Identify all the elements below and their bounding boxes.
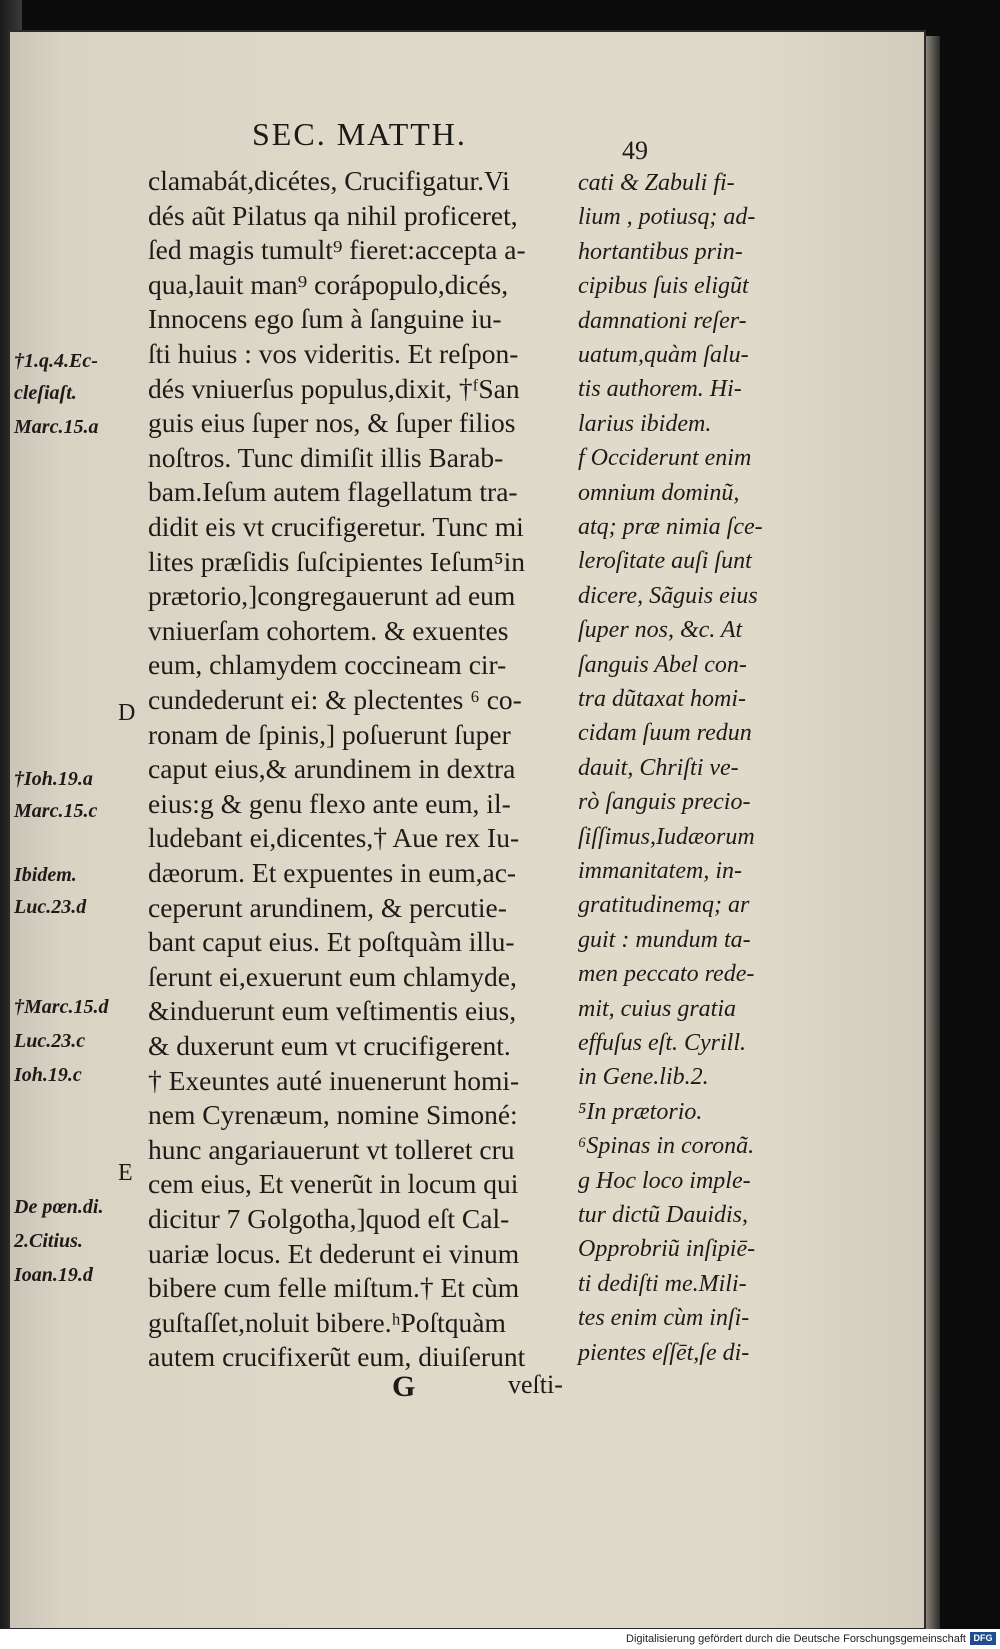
page-number: 49 xyxy=(622,136,648,165)
gloss-line: ſiſſimus,Iudæorum xyxy=(578,823,755,850)
gloss-line: f Occiderunt enim xyxy=(578,445,752,472)
gloss-line: rò ſanguis precio- xyxy=(578,789,751,816)
main-text-line: cundederunt ei: & plectentes ⁶ co- xyxy=(148,684,522,715)
margin-reference: Luc.23.c xyxy=(14,1030,86,1052)
gloss-line: damnationi reſer- xyxy=(578,307,747,334)
gloss-line: mit, cuius gratia xyxy=(578,995,737,1022)
margin-reference: Ioan.19.d xyxy=(14,1264,93,1286)
running-title: SEC. MATTH. xyxy=(252,116,467,152)
gloss-line: ⁵In prætorio. xyxy=(578,1098,703,1125)
page-edge xyxy=(926,36,940,1632)
gloss-line: ſuper nos, &c. At xyxy=(578,617,743,644)
gloss-line: tur dictũ Dauidis, xyxy=(578,1202,749,1228)
gloss-line: tis authorem. Hi- xyxy=(578,376,742,403)
main-text-line: † Exeuntes auté inuenerunt homi- xyxy=(148,1064,520,1096)
main-text-line: ronam de ſpinis,] poſuerunt ſuper xyxy=(148,718,511,750)
main-text-line: ſerunt ei,exuerunt eum chlamyde, xyxy=(148,960,517,992)
gloss-line: ⁶Spinas in coronã. xyxy=(578,1133,755,1160)
margin-reference: Luc.23.d xyxy=(14,896,87,918)
main-text-line: ſed magis tumult⁹ fieret:accepta a- xyxy=(148,234,526,266)
margin-reference: 2.Citius. xyxy=(14,1230,83,1252)
gloss-line: larius ibidem. xyxy=(578,410,712,437)
margin-reference: Ibidem. xyxy=(14,864,77,886)
main-text-line: eius:g & genu flexo ante eum, il- xyxy=(148,787,511,819)
main-text-line: bibere cum felle miſtum.† Et cùm xyxy=(148,1272,520,1304)
main-text-line: caput eius,& arundinem in dextra xyxy=(148,753,516,785)
section-letter-d: D xyxy=(118,700,136,726)
main-text-line: didit eis vt crucifigeretur. Tunc mi xyxy=(148,511,524,542)
footer-bar xyxy=(0,1629,1000,1649)
gloss-line: cidam ſuum redun xyxy=(578,720,752,747)
gloss-line: effuſus eſt. Cyrill. xyxy=(578,1030,746,1056)
gloss-line: tes enim cùm inſi- xyxy=(578,1305,750,1332)
main-text-line: noſtros. Tunc dimiſit illis Barab- xyxy=(148,441,504,473)
margin-reference: Marc.15.c xyxy=(14,800,98,822)
gloss-line: Opprobriũ inſipiē- xyxy=(578,1236,756,1263)
gloss-line: dauit, Chriſti ve- xyxy=(578,754,739,781)
main-text-line: hunc angariauerunt vt tolleret cru xyxy=(148,1133,515,1165)
main-text-line: qua,lauit man⁹ corápopulo,dicés, xyxy=(148,268,509,300)
main-text-line: ceperunt arundinem, & percutie- xyxy=(148,891,507,923)
gloss-line: atq; præ nimia ſce- xyxy=(578,514,763,540)
gloss-line: ſanguis Abel con- xyxy=(578,651,747,678)
gloss-line: leroſitate auſi ſunt xyxy=(578,548,752,575)
gloss-line: cati & Zabuli fi- xyxy=(578,170,735,196)
gloss-line: tra dũtaxat homi- xyxy=(578,686,746,712)
main-text-line: guis eius ſuper nos, & ſuper filios xyxy=(148,407,516,439)
main-text-line: bant caput eius. Et poſtquàm illu- xyxy=(148,926,515,958)
margin-reference: †1.q.4.Ec- xyxy=(14,350,98,372)
main-text-line: nem Cyrenæum, nomine Simoné: xyxy=(148,1099,518,1131)
main-text-line: lites præſidis ſuſcipientes Ieſum⁵in xyxy=(148,545,525,577)
gloss-line: pientes eſſēt,ſe di- xyxy=(578,1339,750,1366)
main-text-line: &induerunt eum veſtimentis eius, xyxy=(148,995,517,1027)
main-text-line: vniuerſam cohortem. & exuentes xyxy=(148,614,509,646)
main-text-line: bam.Ieſum autem flagellatum tra- xyxy=(148,476,518,508)
main-text-line: ludebant ei,dicentes,† Aue rex Iu- xyxy=(148,822,520,854)
gloss-line: men peccato rede- xyxy=(578,961,755,988)
main-text-line: prætorio,]congregauerunt ad eum xyxy=(148,580,516,612)
gloss-line: dicere, Sãguis eius xyxy=(578,582,758,609)
gloss-line: in Gene.lib.2. xyxy=(578,1064,709,1091)
margin-reference: Marc.15.a xyxy=(14,416,99,438)
main-text-line: dés vniuerſus populus,dixit, †ᶠSan xyxy=(148,372,520,404)
margin-reference: †Ioh.19.a xyxy=(14,768,93,790)
gloss-line: guit : mundum ta- xyxy=(578,926,751,953)
section-letter-e: E xyxy=(118,1160,133,1186)
gloss-line: uatum,quàm ſalu- xyxy=(578,342,749,368)
main-text-line: dicitur 7 Golgotha,]quod eſt Cal- xyxy=(148,1203,510,1234)
gloss-line: ti dediſti me.Mili- xyxy=(578,1270,747,1297)
main-text-line: cem eius, Et venerũt in locum qui xyxy=(148,1168,519,1200)
main-text-line: eum, chlamydem coccineam cir- xyxy=(148,649,507,681)
footer-credit: Digitalisierung gefördert durch die Deutsche Forschungsgemeinschaft xyxy=(626,1633,966,1645)
main-text-line: dés aũt Pilatus qa nihil proficeret, xyxy=(148,199,518,231)
gloss-line: immanitatem, in- xyxy=(578,858,742,884)
main-text-line: clamabát,dicétes, Crucifigatur.Vi xyxy=(148,165,510,196)
gloss-line: g Hoc loco imple- xyxy=(578,1167,751,1194)
dfg-logo: DFG xyxy=(970,1632,996,1645)
margin-reference: †Marc.15.d xyxy=(14,996,109,1018)
catchword: veſti- xyxy=(508,1370,563,1399)
gloss-line: omnium dominũ, xyxy=(578,479,740,506)
main-text-line: dæorum. Et expuentes in eum,ac- xyxy=(148,857,517,888)
gloss-line: cipibus ſuis eligũt xyxy=(578,273,749,300)
main-text-line: & duxerunt eum vt crucifigerent. xyxy=(148,1030,511,1061)
main-text-line: autem crucifixerũt eum, diuiſerunt xyxy=(148,1341,526,1373)
gloss-line: gratitudinemq; ar xyxy=(578,892,750,919)
gloss-line: lium , potiusq; ad- xyxy=(578,204,756,231)
main-text-line: ſti huius : vos videritis. Et reſpon- xyxy=(148,338,519,369)
main-text-line: guſtaſſet,noluit bibere.ʰPoſtquàm xyxy=(148,1306,506,1338)
margin-reference: Ioh.19.c xyxy=(14,1064,82,1086)
main-text-line: uariæ locus. Et dederunt ei vinum xyxy=(148,1237,520,1269)
margin-reference: cleſiaſt. xyxy=(14,382,77,404)
margin-reference: De pœn.di. xyxy=(14,1196,104,1218)
signature-mark: G xyxy=(392,1370,416,1403)
main-text-line: Innocens ego ſum à ſanguine iu- xyxy=(148,303,502,335)
gloss-line: hortantibus prin- xyxy=(578,238,743,265)
